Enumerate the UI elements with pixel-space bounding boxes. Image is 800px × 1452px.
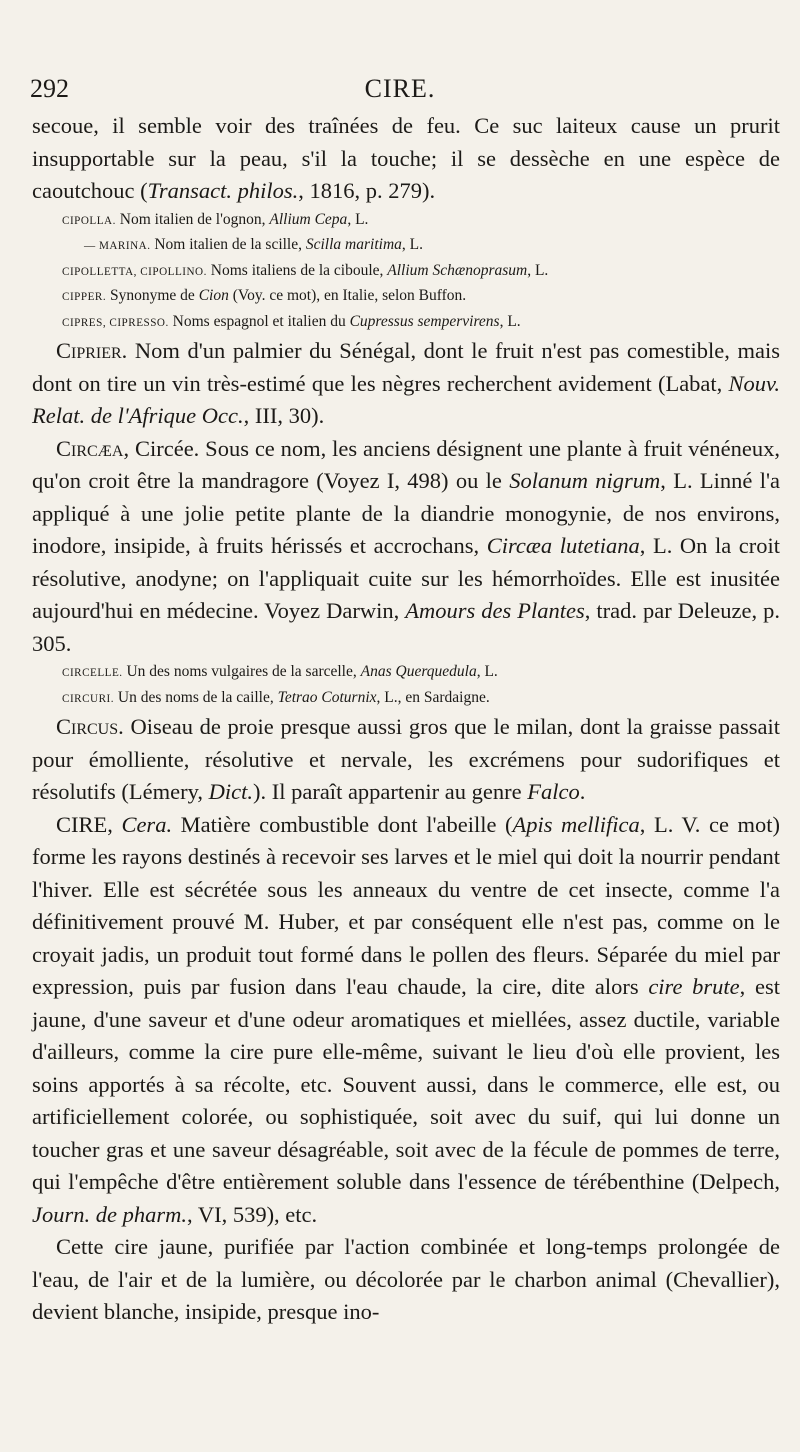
entry-ciprier: Ciprier. Nom d'un palmier du Sénégal, dont le fruit n'est pas comestible, mais dont on tire un vin très-estimé que les nègres recherchent avidement (Labat, Nouv. Relat. de l'Afrique Occ., III, 30). — [32, 338, 780, 428]
entry-cire: CIRE, Cera. Matière combustible dont l'abeille (Apis mellifica, L. V. ce mot) forme les rayons destinés à recevoir ses larves et le miel qui doit la nourrir pendant l'hiver. Elle est sécrétée sous les anneaux du ventre de cet insecte, comme l'a définitivement prouvé M. Huber, et par conséquent elle n'est pas, comme on le croyait jadis, un produit tout formé dans le pollen des fleurs. Séparée du miel par expression, puis par fusion dans l'eau chaude, la cire, dite alors cire brute, est jaune, d'une saveur et d'une odeur aromatiques et miellées, assez ductile, variable d'ailleurs, comme la cire pure elle-même, suivant le lieu d'où elle provient, les soins apportés à sa récolte, etc. Souvent aussi, dans le commerce, elle est, ou artificiellement colorée, ou sophistiquée, soit avec du suif, qui lui donne un toucher gras et une saveur désagréable, soit avec de la fécule de pommes de terre, qui l'empêche d'être entièrement soluble dans l'essence de térébenthine (Delpech, Journ. de pharm., VI, 539), etc. — [32, 811, 781, 1227]
entry-circaea: Circæa, Circée. Sous ce nom, les anciens désignent une plante à fruit vénéneux, qu'on croit être la mandragore (Voyez I, 498) ou le Solanum nigrum, L. Linné l'a appliqué à une jolie petite plante de la diandrie monogynie, de nos environs, inodore, insipide, à fruits hérissés et accrochans, Circæa lutetiana, L. On la croit résolutive, anodyne; on l'appliquait cuite sur les hémorrhoïdes. Elle est inusitée aujourd'hui en médecine. Voyez Darwin, Amours des Plantes, trad. par Deleuze, p. 305. — [32, 435, 780, 656]
entry-cipolla: CIPOLLA. Nom italien de l'ognon, Allium Cepa, L. — [62, 210, 369, 228]
entry-cipres: CIPRES, CIPRESSO. Noms espagnol et italien du Cupressus sempervirens, L. — [62, 312, 521, 330]
paragraph-continuation: secoue, il semble voir des traînées de feu. Ce suc laiteux cause un prurit insupportable sur la peau, s'il la touche; il se dessèche en une espèce de caoutchouc (Transact. philos., 1816, p. 279). — [32, 113, 780, 203]
entry-circelle: CIRCELLE. Un des noms vulgaires de la sarcelle, Anas Querquedula, L. — [62, 663, 498, 680]
entry-cipper: CIPPER. Synonyme de Cion (Voy. ce mot), en Italie, selon Buffon. — [62, 287, 467, 304]
page-header — [30, 74, 770, 104]
paragraph-cire-jaune: Cette cire jaune, purifiée par l'action combinée et long-temps prolongée de l'eau, de l'air et de la lumière, ou décolorée par le charbon animal (Chevallier), devient blanche, insipide, presque ino- — [32, 1234, 780, 1324]
entry-circuri: CIRCURI. Un des noms de la caille, Tetrao Coturnix, L., en Sardaigne. — [62, 688, 490, 706]
entry-circus: Circus. Oiseau de proie presque aussi gros que le milan, dont la graisse passait pour émolliente, résolutive et nervale, les excrémens pour sudorifiques et résolutifs (Lémery, Dict.). Il paraît appartenir au genre Falco. — [32, 714, 780, 804]
running-title: CIRE. — [364, 74, 436, 103]
page-number: 292 — [30, 74, 69, 103]
entry-cipolla-marina: — MARINA. Nom italien de la scille, Scilla maritima, L. — [84, 236, 423, 253]
entry-cipolletta: CIPOLLETTA, CIPOLLINO. Noms italiens de la ciboule, Allium Schænoprasum, L. — [62, 261, 549, 279]
body-text — [32, 110, 780, 1329]
